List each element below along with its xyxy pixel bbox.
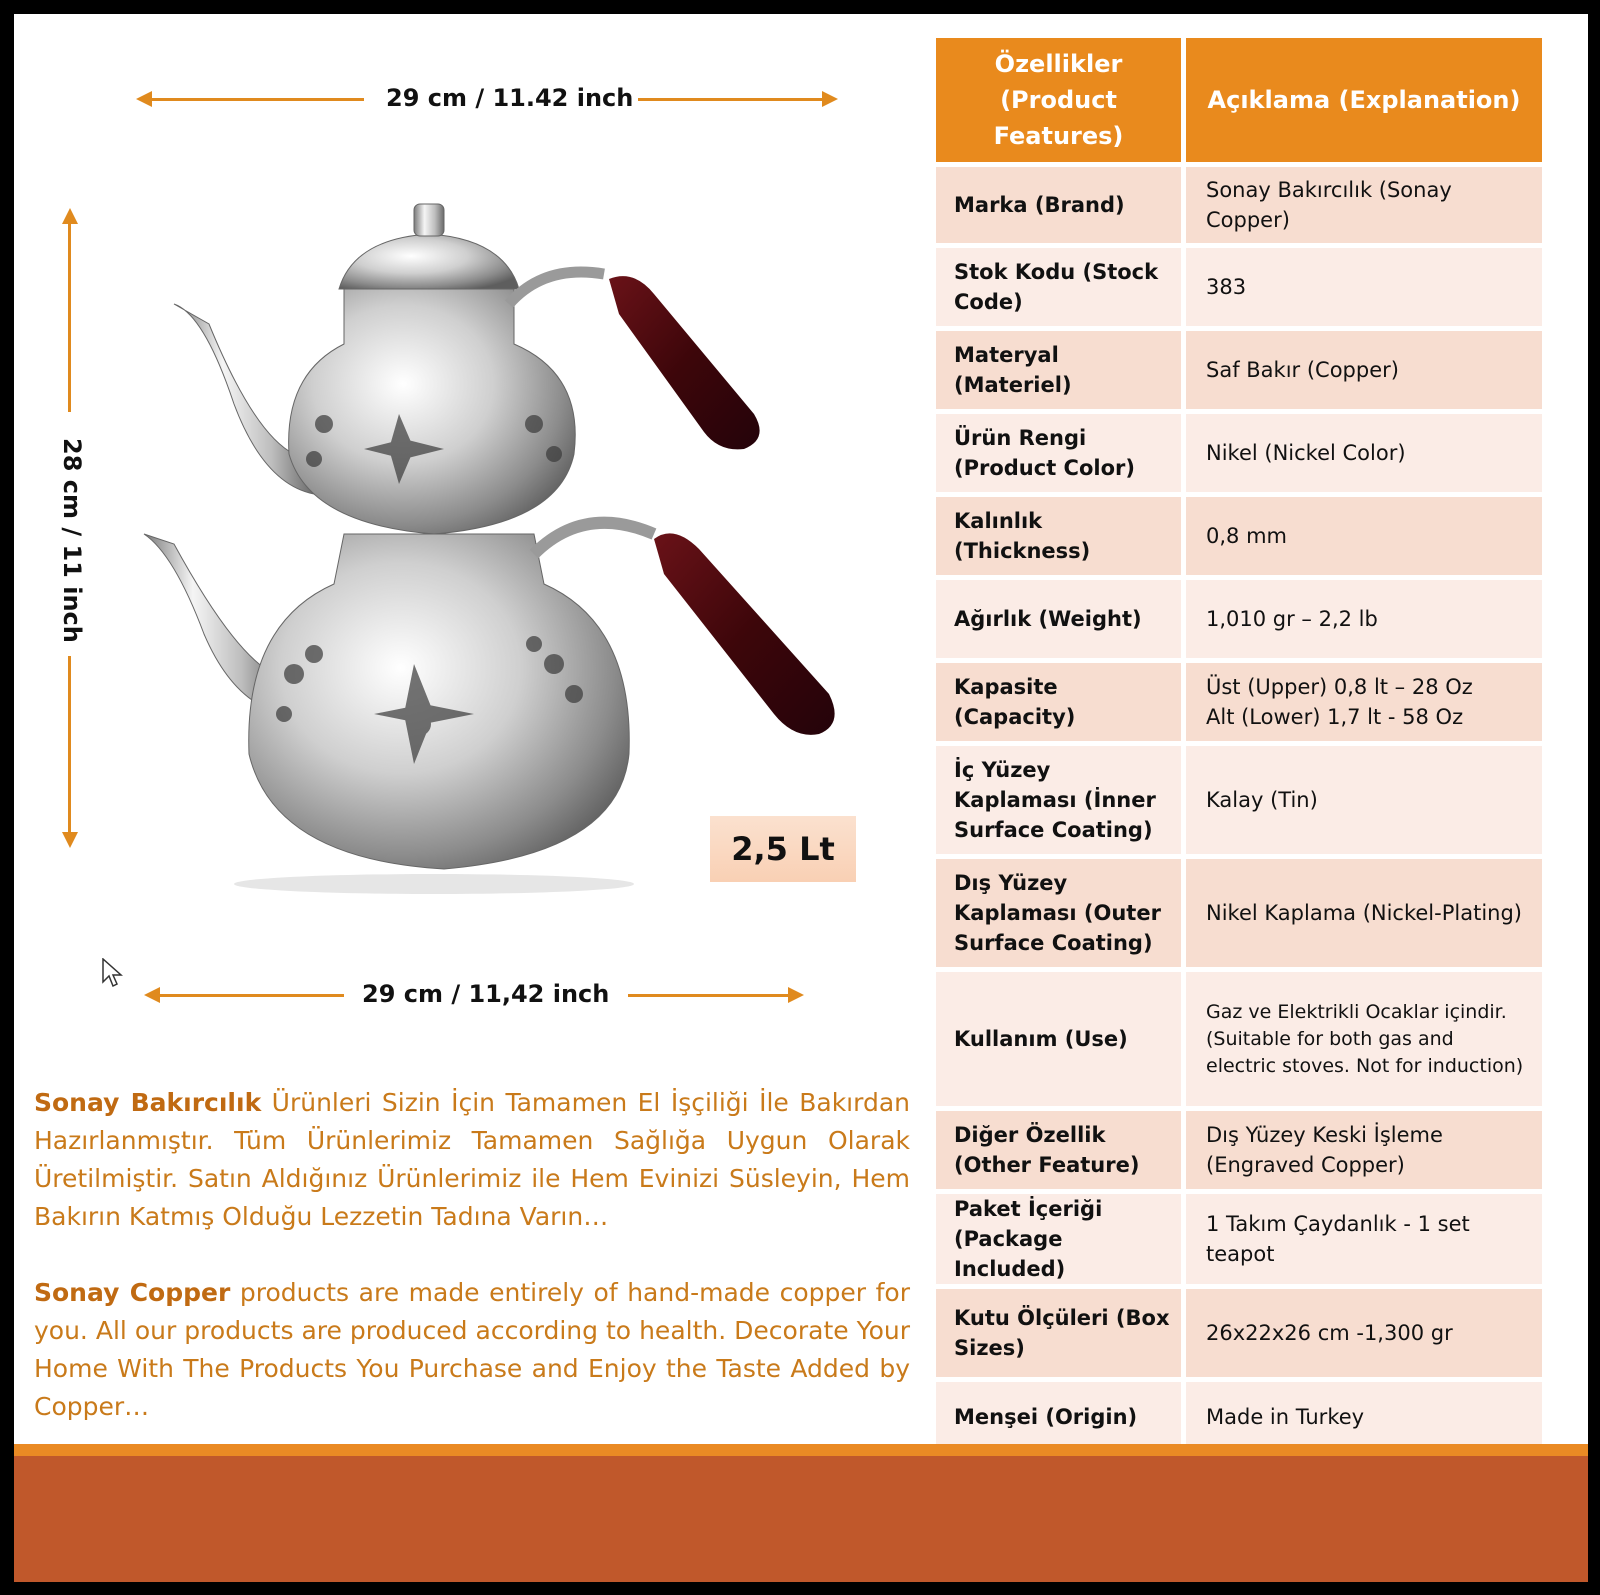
feature-cell: Dış Yüzey Kaplaması (Outer Surface Coating) xyxy=(936,854,1186,967)
top-width-label: 29 cm / 11.42 inch xyxy=(386,84,634,112)
feature-cell: Paket İçeriği (Package Included) xyxy=(936,1189,1186,1284)
value-cell: Gaz ve Elektrikli Ocaklar içindir. (Suitable for both gas and electric stoves. Not for induction) xyxy=(1186,967,1542,1106)
feature-cell: Menşei (Origin) xyxy=(936,1377,1186,1451)
description-en-text: products are made entirely of hand-made copper for you. All our products are produced according to health. Decorate Your Home With The Products You Purchase and Enjoy the Taste Added by Copper… xyxy=(34,1278,910,1421)
table-row xyxy=(936,967,1542,1106)
height-label: 28 cm / 11 inch xyxy=(58,438,86,643)
table-row xyxy=(936,854,1542,967)
arrow-down-icon xyxy=(62,832,78,848)
value-cell: Sonay Bakırcılık (Sonay Copper) xyxy=(1186,162,1542,243)
feature-cell: Ağırlık (Weight) xyxy=(936,575,1186,658)
header-features: Özellikler (Product Features) xyxy=(936,38,1186,162)
footer-bar xyxy=(14,1456,1588,1582)
footer-accent-stripe xyxy=(14,1444,1588,1456)
product-sheet xyxy=(14,14,1588,1582)
table-row xyxy=(936,243,1542,326)
table-row xyxy=(936,1189,1542,1284)
table-row xyxy=(936,409,1542,492)
feature-cell: Kullanım (Use) xyxy=(936,967,1186,1106)
value-cell: Saf Bakır (Copper) xyxy=(1186,326,1542,409)
value-cell: Üst (Upper) 0,8 lt – 28 Oz Alt (Lower) 1,7 lt - 58 Oz xyxy=(1186,658,1542,741)
dimension-line xyxy=(150,98,364,101)
feature-cell: Materyal (Materiel) xyxy=(936,326,1186,409)
table-row xyxy=(936,1377,1542,1451)
capacity-badge: 2,5 Lt xyxy=(710,816,856,882)
table-row xyxy=(936,575,1542,658)
feature-cell: Kalınlık (Thickness) xyxy=(936,492,1186,575)
table-row xyxy=(936,162,1542,243)
table-row xyxy=(936,1284,1542,1377)
mouse-cursor-icon xyxy=(102,958,124,988)
header-explanation: Açıklama (Explanation) xyxy=(1186,38,1542,162)
dimension-line xyxy=(68,222,71,412)
feature-cell: Kutu Ölçüleri (Box Sizes) xyxy=(936,1284,1186,1377)
value-cell: 26x22x26 cm -1,300 gr xyxy=(1186,1284,1542,1377)
feature-cell: İç Yüzey Kaplaması (İnner Surface Coating) xyxy=(936,741,1186,854)
value-cell: Nikel (Nickel Color) xyxy=(1186,409,1542,492)
value-cell: Made in Turkey xyxy=(1186,1377,1542,1451)
value-cell: Nikel Kaplama (Nickel-Plating) xyxy=(1186,854,1542,967)
teapot-image xyxy=(114,194,874,894)
brand-name-tr: Sonay Bakırcılık xyxy=(34,1088,262,1117)
value-cell: 0,8 mm xyxy=(1186,492,1542,575)
feature-cell: Stok Kodu (Stock Code) xyxy=(936,243,1186,326)
table-header-row xyxy=(936,38,1542,162)
description-turkish xyxy=(34,1084,910,1236)
feature-cell: Diğer Özellik (Other Feature) xyxy=(936,1106,1186,1189)
feature-cell: Ürün Rengi (Product Color) xyxy=(936,409,1186,492)
table-row xyxy=(936,492,1542,575)
dimension-line xyxy=(158,994,344,997)
feature-cell: Marka (Brand) xyxy=(936,162,1186,243)
description-english xyxy=(34,1274,910,1426)
brand-name-en: Sonay Copper xyxy=(34,1278,231,1307)
value-cell: Dış Yüzey Keski İşleme (Engraved Copper) xyxy=(1186,1106,1542,1189)
arrow-right-icon xyxy=(822,91,838,107)
value-cell: Kalay (Tin) xyxy=(1186,741,1542,854)
value-cell: 383 xyxy=(1186,243,1542,326)
dimension-line xyxy=(638,98,824,101)
table-row xyxy=(936,1106,1542,1189)
specifications-table xyxy=(936,38,1542,1451)
description-tr-text: Ürünleri Sizin İçin Tamamen El İşçiliği İle Bakırdan Hazırlanmıştır. Tüm Ürünlerimiz Tamamen Sağlığa Uygun Olarak Üretilmiştir. Satın Aldığınız Ürünlerimiz ile Hem Evinizi Süsleyin, Hem Bakırın Katmış Olduğu Lezzetin Tadına Varın… xyxy=(34,1088,910,1231)
bottom-width-label: 29 cm / 11,42 inch xyxy=(362,980,610,1008)
arrow-right-icon xyxy=(788,987,804,1003)
value-cell: 1 Takım Çaydanlık - 1 set teapot xyxy=(1186,1189,1542,1284)
dimension-line xyxy=(628,994,790,997)
table-row xyxy=(936,326,1542,409)
table-row xyxy=(936,741,1542,854)
value-cell: 1,010 gr – 2,2 lb xyxy=(1186,575,1542,658)
table-row xyxy=(936,658,1542,741)
dimension-line xyxy=(68,656,71,834)
feature-cell: Kapasite (Capacity) xyxy=(936,658,1186,741)
